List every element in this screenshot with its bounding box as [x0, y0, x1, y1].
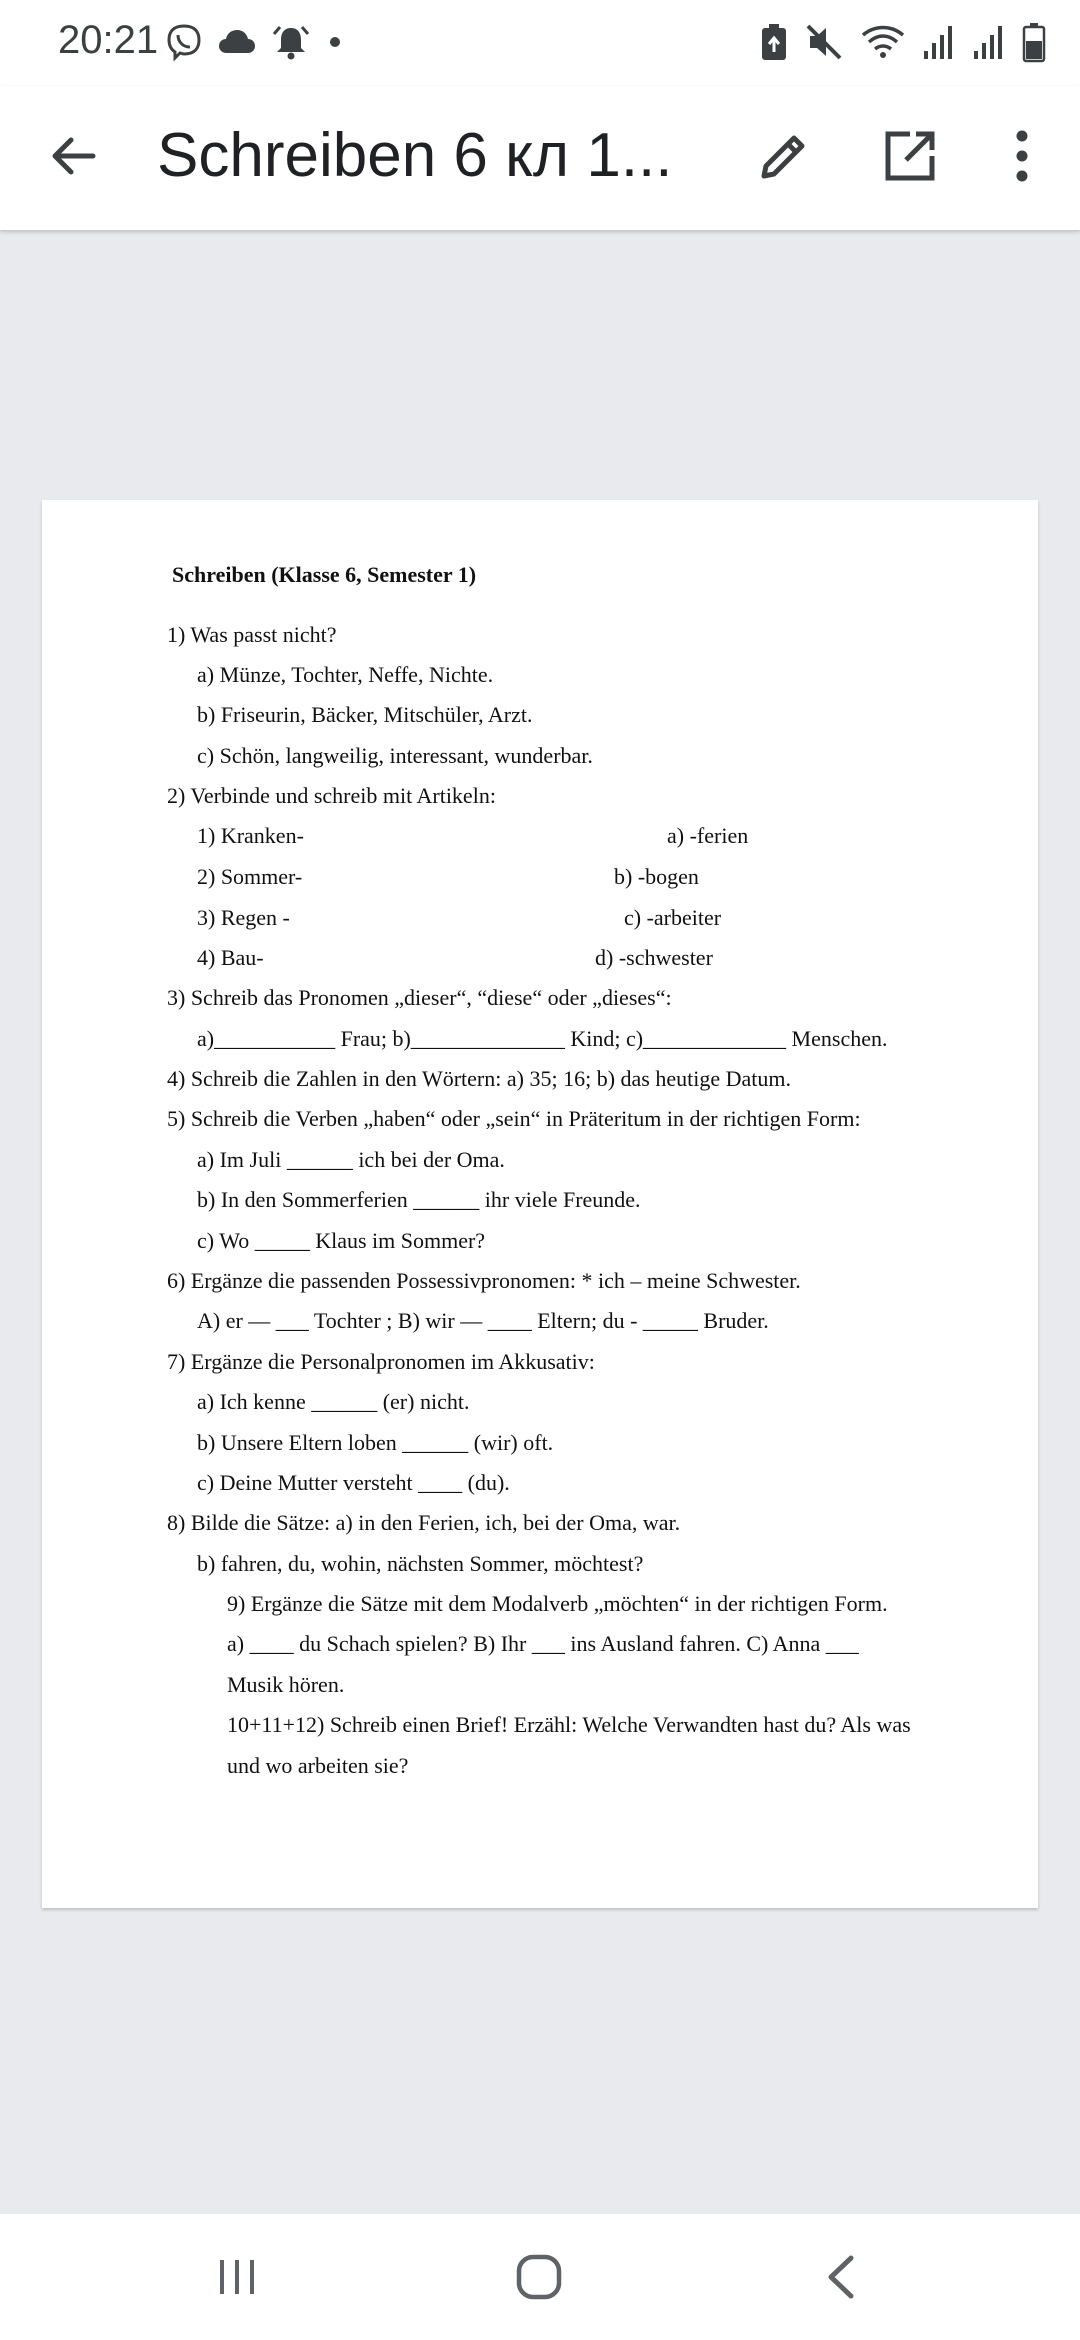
cloud-icon	[217, 27, 257, 62]
alarm-icon	[271, 22, 311, 67]
task-7b: b) Unsere Eltern loben ______ (wir) oft.	[197, 1430, 554, 1455]
home-icon	[514, 2252, 564, 2307]
document-content	[42, 500, 1038, 1908]
recents-button[interactable]	[192, 2244, 282, 2314]
battery-saver-icon	[760, 22, 788, 67]
task-1b: b) Friseurin, Bäcker, Mitschüler, Arzt.	[197, 702, 533, 727]
task-2-left-1: 1) Kranken-	[197, 823, 304, 848]
task-2-right-4: d) -schwester	[595, 945, 713, 970]
task-7c: c) Deine Mutter versteht ____ (du).	[197, 1470, 510, 1495]
task-2-left-2: 2) Sommer-	[197, 864, 303, 889]
task-2-right-1: a) -ferien	[667, 823, 749, 848]
home-button[interactable]	[494, 2244, 584, 2314]
navigation-bar	[0, 2214, 1080, 2340]
document-page[interactable]	[42, 500, 1038, 1908]
status-bar	[0, 0, 1080, 86]
task-1a: a) Münze, Tochter, Neffe, Nichte.	[197, 662, 494, 687]
more-options-button[interactable]	[982, 118, 1062, 198]
status-time: 20:21	[58, 18, 159, 62]
task-2-left-4: 4) Bau-	[197, 945, 264, 970]
task-10-12: 10+11+12) Schreib einen Brief! Erzähl: Welche Verwandten hast du? Als was	[227, 1712, 911, 1737]
edit-button[interactable]	[744, 118, 824, 198]
task-5a: a) Im Juli ______ ich bei der Oma.	[197, 1147, 505, 1172]
status-icons-left	[165, 22, 345, 66]
task-5: 5) Schreib die Verben „haben“ oder „sein“ in Präteritum in der richtigen Form:	[167, 1106, 861, 1131]
task-1c: c) Schön, langweilig, interessant, wunderbar.	[197, 743, 593, 768]
pencil-icon	[756, 128, 812, 189]
task-3: 3) Schreib das Pronomen „dieser“, “diese“ oder „dieses“:	[167, 985, 672, 1010]
battery-icon	[1022, 21, 1046, 68]
arrow-back-icon	[47, 130, 99, 187]
signal-icon	[922, 23, 956, 66]
open-external-icon	[882, 128, 938, 189]
more-vert-icon	[1012, 128, 1032, 189]
task-8b: b) fahren, du, wohin, nächsten Sommer, möchtest?	[197, 1551, 644, 1576]
mute-icon	[804, 22, 844, 67]
task-6: 6) Ergänze die passenden Possessivpronomen: * ich – meine Schwester.	[167, 1268, 801, 1293]
document-title: Schreiben 6 кл 1...	[157, 121, 673, 190]
nav-back-icon	[821, 2252, 861, 2307]
back-button[interactable]	[33, 118, 113, 198]
signal-icon	[972, 23, 1006, 66]
task-2-right-2: b) -bogen	[614, 864, 699, 889]
app-bar	[0, 86, 1080, 230]
task-2-right-3: c) -arbeiter	[624, 905, 722, 930]
task-4: 4) Schreib die Zahlen in den Wörtern: a) 35; 16; b) das heutige Datum.	[167, 1066, 791, 1091]
task-2-left-3: 3) Regen -	[197, 905, 290, 930]
status-icons-right	[760, 22, 1046, 66]
task-7a: a) Ich kenne ______ (er) nicht.	[197, 1389, 470, 1414]
task-7: 7) Ergänze die Personalpronomen im Akkusativ:	[167, 1349, 595, 1374]
task-9a: a) ____ du Schach spielen? B) Ihr ___ ins Ausland fahren. C) Anna ___	[227, 1631, 859, 1656]
task-10-12-continued: und wo arbeiten sie?	[227, 1753, 409, 1778]
task-8: 8) Bilde die Sätze: a) in den Ferien, ich, bei der Oma, war.	[167, 1510, 681, 1535]
task-9: 9) Ergänze die Sätze mit dem Modalverb „möchten“ in der richtigen Form.	[227, 1591, 888, 1616]
viber-icon	[165, 23, 203, 66]
task-6-blanks: A) er — ___ Tochter ; B) wir — ____ Eltern; du - _____ Bruder.	[197, 1308, 769, 1333]
task-1: 1) Was passt nicht?	[167, 622, 337, 647]
wifi-icon	[860, 23, 906, 66]
open-external-button[interactable]	[870, 118, 950, 198]
system-back-button[interactable]	[796, 2244, 886, 2314]
recents-icon	[214, 2254, 260, 2305]
task-2: 2) Verbinde und schreib mit Artikeln:	[167, 783, 496, 808]
task-5c: c) Wo _____ Klaus im Sommer?	[197, 1228, 486, 1253]
task-9a-continued: Musik hören.	[227, 1672, 345, 1697]
task-3-blanks: a)___________ Frau; b)______________ Kind; c)_____________ Menschen.	[197, 1026, 888, 1051]
document-heading: Schreiben (Klasse 6, Semester 1)	[172, 562, 477, 587]
task-5b: b) In den Sommerferien ______ ihr viele Freunde.	[197, 1187, 641, 1212]
dot-icon	[325, 32, 345, 57]
